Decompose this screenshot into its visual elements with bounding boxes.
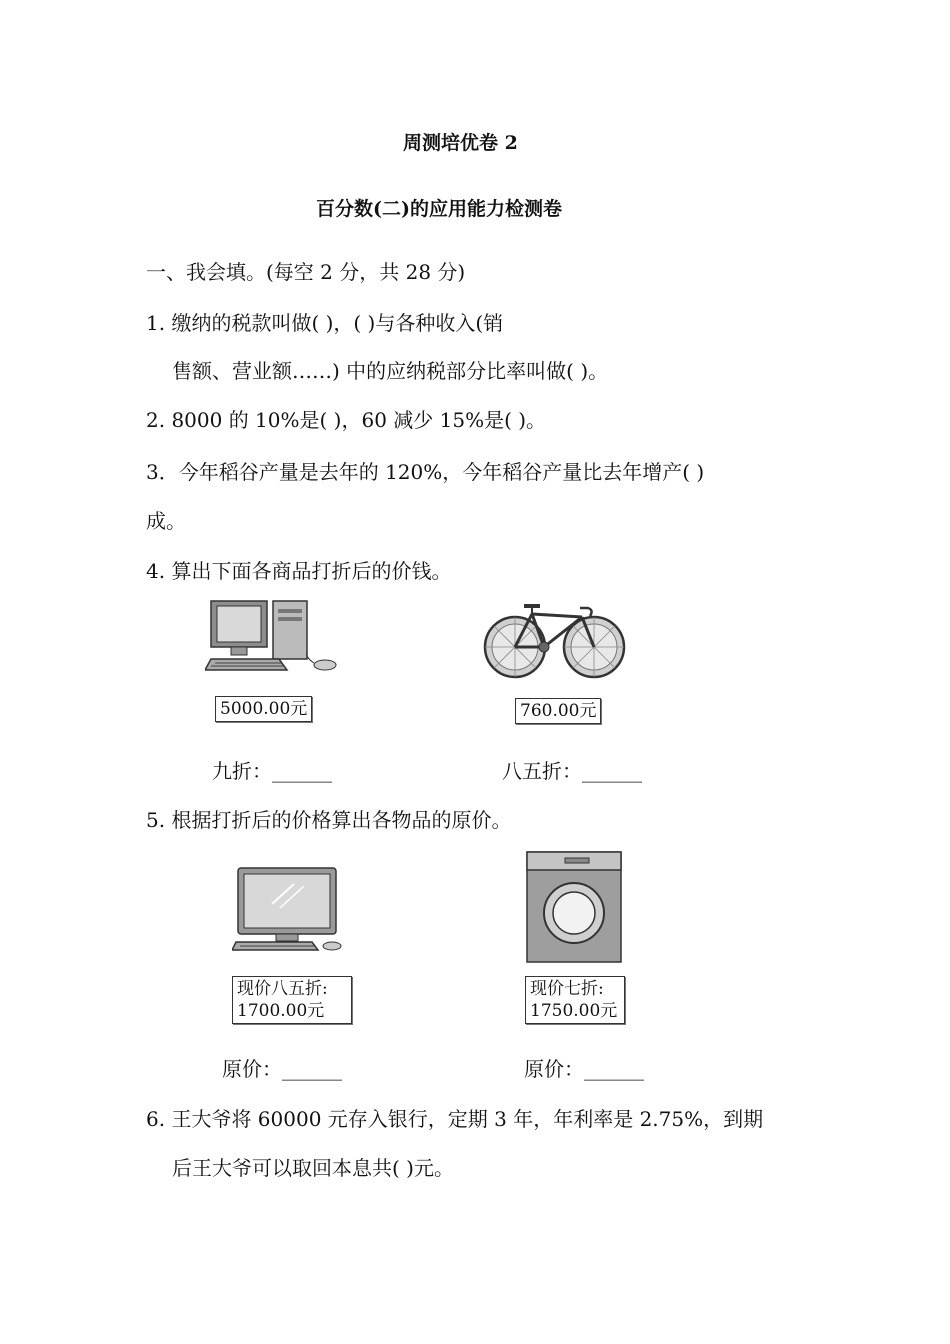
question-6-line-2: 后王大爷可以取回本息共( )元。 bbox=[172, 1156, 454, 1180]
computer-icon bbox=[205, 597, 340, 672]
washing-machine-price: 1750.00元 bbox=[530, 1001, 618, 1021]
monitor-price-tag bbox=[232, 976, 352, 1024]
question-1-line-2: 售额、营业额……) 中的应纳税部分比率叫做( )。 bbox=[172, 359, 609, 383]
monitor-icon bbox=[232, 866, 352, 952]
question-1-line-1: 1. 缴纳的税款叫做( )，( )与各种收入(销 bbox=[146, 311, 504, 335]
question-2: 2. 8000 的 10%是( )，60 减少 15%是( )。 bbox=[146, 408, 547, 432]
bicycle-price-tag: 760.00元 bbox=[515, 698, 601, 724]
section-heading: 一、我会填。(每空 2 分，共 28 分) bbox=[146, 260, 466, 284]
computer-price-tag: 5000.00元 bbox=[215, 696, 312, 722]
washing-machine-price-tag bbox=[525, 976, 625, 1024]
question-3-line-2: 成。 bbox=[146, 509, 186, 533]
washing-machine-original-price-answer[interactable]: 原价：______ bbox=[524, 1057, 644, 1081]
monitor-discount-label: 现价八五折: bbox=[237, 979, 328, 999]
page-subtitle: 百分数(二)的应用能力检测卷 bbox=[316, 198, 562, 220]
question-6-line-1: 6. 王大爷将 60000 元存入银行，定期 3 年，年利率是 2.75%，到期 bbox=[146, 1107, 764, 1131]
monitor-price: 1700.00元 bbox=[237, 1001, 325, 1021]
bicycle-icon bbox=[482, 600, 627, 680]
question-3-line-1: 3．今年稻谷产量是去年的 120%，今年稻谷产量比去年增产( ) bbox=[146, 460, 705, 484]
bicycle-discount-answer[interactable]: 八五折：______ bbox=[502, 759, 642, 783]
washing-machine-icon bbox=[525, 850, 625, 965]
page-title: 周测培优卷 2 bbox=[403, 132, 518, 154]
question-5-text: 5. 根据打折后的价格算出各物品的原价。 bbox=[146, 808, 512, 832]
question-4-text: 4. 算出下面各商品打折后的价钱。 bbox=[146, 559, 452, 583]
washing-machine-discount-label: 现价七折: bbox=[530, 979, 604, 999]
computer-discount-answer[interactable]: 九折：______ bbox=[212, 759, 332, 783]
monitor-original-price-answer[interactable]: 原价：______ bbox=[222, 1057, 342, 1081]
